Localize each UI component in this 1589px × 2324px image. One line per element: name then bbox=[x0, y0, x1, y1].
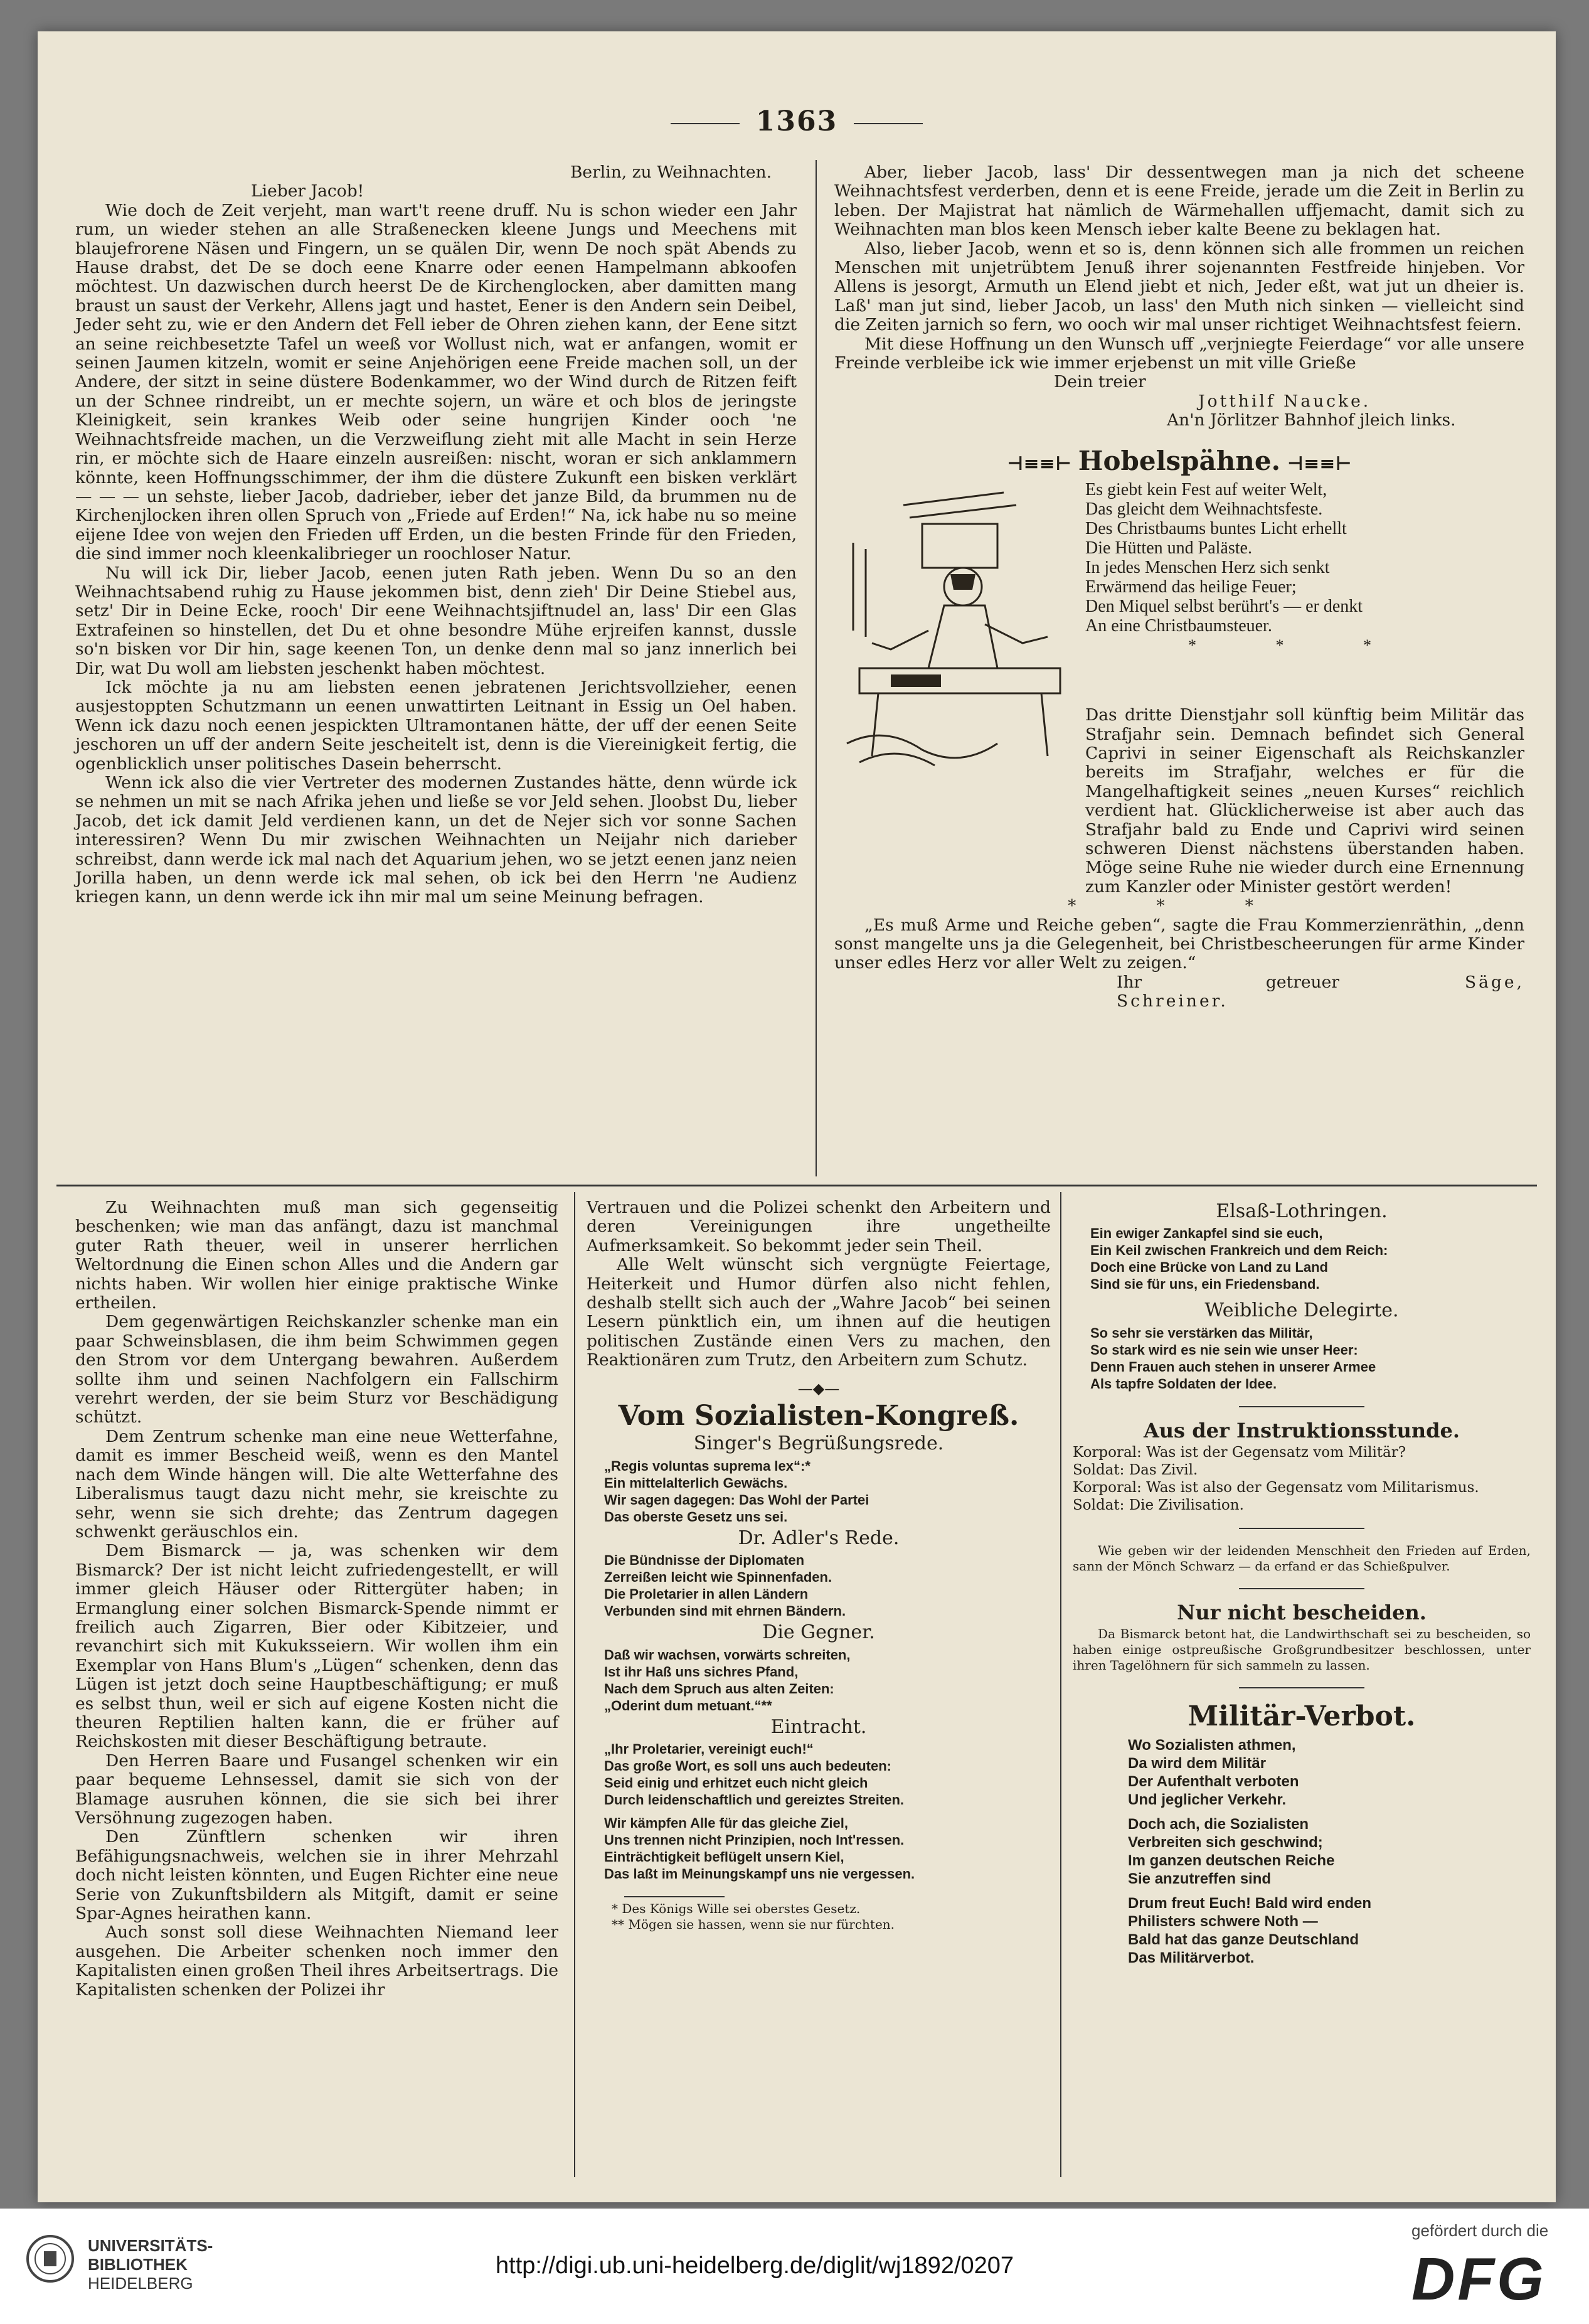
verse-line: Da wird dem Militär bbox=[1128, 1755, 1267, 1772]
verse-line: Und jeglicher Verkehr. bbox=[1128, 1791, 1287, 1809]
col1-paragraph: Den Herren Baare und Fusangel schenken wir ein paar bequeme Lehnsessel, damit sie sich von der Blamage ausruhen können, die sie sich bei ihrer Versöhnung zugezogen haben. bbox=[75, 1751, 558, 1828]
col1-paragraph: Zu Weihnachten muß man sich gegenseitig beschenken; wie man das anfängt, dazu ist manchmal guter Rath theuer, weil in unserer herrlichen Weltordnung die Einen schon Alles und die Andern gar nichts haben. Wir wollen hier einige praktische Winke ertheilen. bbox=[75, 1198, 558, 1313]
footnote: * Des Königs Wille sei oberstes Gesetz. bbox=[612, 1901, 861, 1917]
university-name bbox=[88, 2236, 213, 2293]
uni-line: BIBLIOTHEK bbox=[88, 2255, 188, 2274]
verse-line: Ist ihr Haß uns sichres Pfand, bbox=[604, 1663, 799, 1680]
col1-paragraph: Auch sonst soll diese Weihnachten Niemand leer ausgehen. Die Arbeiter schenken noch immer den Kapitalisten einen großen Theil ihres Arbeitsertrags. Die Kapitalisten schenken der Polizei ihr bbox=[75, 1922, 558, 2000]
verse-line: Doch eine Brücke von Land zu Land bbox=[1090, 1259, 1328, 1276]
letter-paragraph: Nu will ick Dir, lieber Jacob, eenen juten Rath jeben. Wenn Du so an den Weihnachtsabend ruhig zu Hause jekommen bist, denn zieh' Dir Deine Stiebel aus, setz' Dir in Deine Ecke, rooch' Dir eene Weihnachtsjiftnudel an, lass' Dir een Glas Extrafeinen so hinstellen, det Du et ohne besondre Mühe erjreifen kannst, dussle so'n bisken vor Dir hin, sage keenen Ton, un denke denn mal so janz innerlich bei Dir, wat Du woll am liebsten jeschenkt haben möchtest. bbox=[75, 563, 797, 678]
bottom-column-2 bbox=[587, 1198, 1051, 1932]
verse-line: Denn Frauen auch stehen in unserer Armee bbox=[1090, 1358, 1376, 1375]
poem-line: Erwärmend das heilige Feuer; bbox=[1085, 577, 1297, 597]
letter-salutation: Lieber Jacob! bbox=[251, 181, 364, 201]
page-number-text: 1363 bbox=[755, 105, 838, 137]
verse-line: Seid einig und erhitzet euch nicht gleich bbox=[604, 1775, 868, 1791]
verse-line: So stark wird es nie sein wie unser Heer: bbox=[1090, 1341, 1358, 1358]
verse-line: Wir kämpfen Alle für das gleiche Ziel, bbox=[604, 1815, 848, 1831]
poem-line: Das gleicht dem Weihnachtsfeste. bbox=[1085, 499, 1323, 520]
verse-line: Das laßt im Meinungskampf uns nie vergessen. bbox=[604, 1866, 915, 1882]
kongress-verse bbox=[587, 1646, 1051, 1714]
col1-paragraph: Dem Bismarck — ja, was schenken wir dem Bismarck? Der ist nicht leicht zufriedengestellt, er will immer gleich Häuser oder Rittergüter haben; in Ermanglung einer solchen Bismarck-Spende nimmt er freilich auch Zigarren, Bier oder Kibitzeier, und revanchirt sich mit Kukuksseiern. Wir wollen ihm ein Exemplar von Hans Blum's „Lügen“ schenken, denn das Lügen ist jetzt doch seine Hauptbeschäftigung; er muß es selbst thun, weil er sich auf eigene Kosten nicht die theuren Reptilien halten kann, die er früher auf Reichskosten mit dieser Beschäftigung betraute. bbox=[75, 1541, 558, 1752]
letter-signature: Jotthilf Naucke. bbox=[1198, 391, 1371, 411]
hobel-poem bbox=[1085, 480, 1512, 655]
verse-line: „Regis voluntas suprema lex“:* bbox=[604, 1458, 810, 1474]
verse-line: Das große Wort, es soll uns auch bedeuten: bbox=[604, 1758, 892, 1774]
verse-line: Im ganzen deutschen Reiche bbox=[1128, 1852, 1335, 1870]
column-rule bbox=[1060, 1192, 1061, 2177]
verse-line: Der Aufenthalt verboten bbox=[1128, 1773, 1299, 1791]
column-rule bbox=[816, 160, 817, 1176]
uni-line: UNIVERSITÄTS- bbox=[88, 2236, 213, 2255]
hobel-para1: Das dritte Dienstjahr soll künftig beim Militär das Strafjahr sein. Demnach befindet sich General Caprivi in seiner Eigenschaft als Reichskanzler bereits im Strafjahr, welches er für die Mangelhaftigkeit seines „neuen Kurses“ reichlich verdient hat. Glücklicherweise ist aber auch das Strafjahr bald zu Ende und Caprivi wird seinen schweren Dienst nächstens überstanden haben. Möge seine Ruhe nie wieder durch eine Ernennung zum Kanzler oder Minister gestört werden! bbox=[1085, 705, 1524, 897]
kongress-verse bbox=[587, 1740, 1051, 1882]
seal-svg bbox=[25, 2227, 75, 2296]
poem-line: In jedes Menschen Herz sich senkt bbox=[1085, 558, 1330, 578]
verse-line: Bald hat das ganze Deutschland bbox=[1128, 1931, 1359, 1949]
col1-paragraph: Dem Zentrum schenke man eine neue Wetterfahne, damit es immer Bescheid weiß, wenn es den Mantel nach dem Winde hängen will. Die alte Wetterfahne des Liberalismus taugt dazu nicht mehr, sie kreischte zu sehr, wenn sie sich drehte; das Zentrum dagegen schwenkt geräuschlos ein. bbox=[75, 1426, 558, 1542]
verse-line: Nach dem Spruch aus alten Zeiten: bbox=[604, 1680, 834, 1697]
verse-line: „Ihr Proletarier, vereinigt euch!“ bbox=[604, 1741, 814, 1757]
hobel-signature: Säge, Schreiner. bbox=[1117, 972, 1524, 1011]
verse-line: Die Bündnisse der Diplomaten bbox=[604, 1552, 805, 1569]
dfg-logo: DFG bbox=[1411, 2246, 1546, 2313]
col3-heading: Elsaß-Lothringen. bbox=[1216, 1200, 1388, 1222]
col1-paragraph: Den Zünftlern schenken wir ihren Befähigungsnachweis, welchen sie in ihrer Mehrzahl doch nicht leisten könnten, und Eugen Richter eine neue Serie von Zukunftsbildern als Mitgift, damit er seine Spar-Agnes heirathen kann. bbox=[75, 1827, 558, 1924]
hobel-para2: „Es muß Arme und Reiche geben“, sagte die Frau Kommerzienräthin, „denn sonst mangelte uns ja die Gelegenheit, bei Christbescheerungen für arme Kinder unser edles Herz vor aller Welt zu zeigen.“ bbox=[834, 915, 1524, 973]
letter-place-date: Berlin, zu Weihnachten. bbox=[570, 163, 772, 182]
dialog-line: Korporal: Was ist der Gegensatz vom Militär? bbox=[1073, 1444, 1406, 1461]
col3-verse bbox=[1073, 1325, 1531, 1392]
col3-verse bbox=[1073, 1736, 1531, 1967]
letter-paragraph: Wie doch de Zeit verjeht, man wart't reene druff. Nu is schon wieder een Jahr rum, un wieder stehen an alle Straßenecken kleene Jungs und Meechens mit blaujefrorene Näsen und Fingern, un se quälen Dir, wenn De noch spät Abends zu Hause drabst, det De se doch eene Knarre oder eenen Hampelmann abkoofen möchtest. Un dazwischen durch heerst De de Kirchenglocken, aber damitten mang braust un saust der Verkehr, Allens jagt und hastet, Eener is den Andern sein Deibel, Jeder seht zu, wie er den Andern det Fell ieber de Ohren ziehen kann, der Eene sitzt an seine reichbesetzte Tafel un weeß vor Wollust nich, wat er anfangen, womit er seinen Jaumen kitzeln, womit er seine Anjehörigen eene Freide machen soll, un der Andere, der sitzt in seine düstere Bodenkammer, wo der Wind durch de Ritzen feift un der Schnee rindreibt, un er mechte sojern, un wäre et och blos de jeringste Kleinigkeit, sein krankes Weib oder seine hungrijen Kinder ooch 'ne Weihnachtsfreide machen, un die Verzweiflung zieht mit alle Macht in sein Herze rin, er möchte sich de Haare einzeln ausreißen: nischt, woran er sich anklammern könnte, keen Hoffnungsschimmer, der ihm die düstere Zukunft een bisken verklärt — — — un sehste, lieber Jacob, dadrieber, ieber det janze Bild, da brummen nu de Kirchenjlocken ihren ollen Spruch von „Friede auf Erden!“ Na, ick habe nu so meine eijene Idee von wejen den Frieden uff Erden, un die besten Frinde für den Frieden, die sind immer noch kleenkalibrieger un roochloser Natur. bbox=[75, 200, 797, 564]
bottom-column-1 bbox=[75, 1198, 558, 2000]
col3-paragraph: Da Bismarck betont hat, die Landwirthschaft sei zu bescheiden, so haben einige ostpreußische Großgrundbesitzer beschlossen, unter ihren Tagelöhnern für sich sammeln zu lassen. bbox=[1073, 1626, 1531, 1673]
letter-paragraph: Ick möchte ja nu am liebsten eenen jebratenen Jerichtsvollzieher, eenen ausjestoppten Schutzmann un eenen unwattirten Leitnant in Essig un Oel haben. Wenn ick dazu noch eenen jespickten Ultramontanen hätte, der uff der eenen Seite jeschoren un uff der andern Seite jescheitelt ist, denn is die Viereinigkeit fertig, die ogenblicklich unser politisches Dasein beherrscht. bbox=[75, 677, 797, 774]
verse-line: Das Militärverbot. bbox=[1128, 1949, 1255, 1967]
verse-line: Sie anzutreffen sind bbox=[1128, 1870, 1272, 1888]
poem-line: Des Christbaums buntes Licht erhellt bbox=[1085, 519, 1347, 539]
bottom-column-3 bbox=[1073, 1198, 1531, 1967]
kongress-verse bbox=[587, 1552, 1051, 1619]
ornament-left-icon: ⊣≡≡⊢ bbox=[1007, 452, 1078, 475]
uni-line: HEIDELBERG bbox=[88, 2274, 193, 2293]
hobel-title: Hobelspähne. bbox=[1078, 445, 1281, 476]
footnote: ** Mögen sie hassen, wenn sie nur fürchten. bbox=[612, 1917, 895, 1932]
verse-line: Wo Sozialisten athmen, bbox=[1128, 1737, 1296, 1754]
verse-line: Zerreißen leicht wie Spinnenfaden. bbox=[604, 1569, 832, 1586]
col3-paragraph: Wie geben wir der leidenden Menschheit den Frieden auf Erden, sann der Mönch Schwarz — da erfand er das Schießpulver. bbox=[1073, 1543, 1531, 1574]
footer-bar bbox=[0, 2209, 1589, 2324]
verse-line: Das oberste Gesetz uns sei. bbox=[604, 1508, 788, 1525]
col3-dialog bbox=[1073, 1444, 1531, 1514]
letter-paragraph: Wenn ick also die vier Vertreter des modernen Zustandes hätte, denn würde ick se nehmen un mit se nach Afrika jehen und ließe se vor Jeld sehen. Jloobst Du, lieber Jacob, det ick damit Jeld verdienen kann, un det de Nejer sich vor sonne Sachen interessiren? Wenn Du mir zwischen Weihnachten un Neijahr nich darieber schreibst, dann werde ick mal nach det Aquarium jehen, wo se jetzt eenen janz neien Jorilla haben, un denn werde ick mal sehen, ob ick bei den Herrn 'ne Audienz kriegen kann, un denn werde ick ihn mir mal um seine Meinung befragen. bbox=[75, 773, 797, 907]
letter-paragraph: Also, lieber Jacob, wenn et so is, denn können sich alle frommen un reichen Menschen mit unjetrübtem Jenuß ihrer sojenannten Festfreide hinjeben. Vor Allens is jesorgt, Armuth un Elend jiebt et nich, Jeder eßt, wat jut un dheier is. Laß' man jut sind, lieber Jacob, un lass' den Muth nich sinken — vielleicht sind die Zeiten jarnich so fern, wo ooch wir mal unser richtiget Weihnachtsfest feiern. bbox=[834, 238, 1524, 335]
verse-line: Als tapfre Soldaten der Idee. bbox=[1090, 1375, 1277, 1392]
verse-line: Durch leidenschaftlich und gereiztes Streiten. bbox=[604, 1792, 904, 1808]
verse-line: „Oderint dum metuant.“** bbox=[604, 1697, 772, 1714]
separator-stars: * * * bbox=[1068, 897, 1291, 916]
kongress-subhead: Dr. Adler's Rede. bbox=[738, 1527, 900, 1549]
verse-line: Wir sagen dagegen: Das Wohl der Partei bbox=[604, 1491, 869, 1508]
verse-line: Einträchtigkeit beflügelt unsern Kiel, bbox=[604, 1849, 844, 1865]
verse-line: Doch ach, die Sozialisten bbox=[1128, 1816, 1309, 1833]
verse-line: Ein mittelalterlich Gewächs. bbox=[604, 1474, 788, 1491]
verse-line: Ein ewiger Zankapfel sind sie euch, bbox=[1090, 1225, 1323, 1242]
separator-stars: * * * bbox=[1188, 636, 1409, 655]
verse-line: Daß wir wachsen, vorwärts schreiten, bbox=[604, 1646, 851, 1663]
ornament-right-icon: ⊣≡≡⊢ bbox=[1280, 452, 1352, 475]
poem-line: Den Miquel selbst berührt's — er denkt bbox=[1085, 597, 1363, 617]
hobel-poem-block bbox=[834, 480, 1524, 781]
verse-line: Uns trennen nicht Prinzipien, noch Int'ressen. bbox=[604, 1832, 905, 1848]
hobel-closing-text: Ihr getreuer bbox=[1117, 972, 1339, 992]
funded-by-text: gefördert durch die bbox=[1411, 2221, 1549, 2240]
verse-line: Drum freut Euch! Bald wird enden bbox=[1128, 1895, 1372, 1912]
col2-paragraph: Alle Welt wünscht sich vergnügte Feiertage, Heiterkeit und Humor dürfen also nicht fehlen, deshalb stellt sich auch der „Wahre Jacob“ bei seinen Lesern pünktlich ein, um ihnen auf die heutigen politischen Zustände einen Vers zu machen, den Reaktionären zum Trutz, den Arbeitern zum Schutz. bbox=[587, 1255, 1051, 1370]
university-seal-icon bbox=[25, 2227, 75, 2296]
letter-right-column bbox=[834, 163, 1524, 1011]
kongress-subhead: Die Gegner. bbox=[762, 1621, 875, 1644]
letter-paragraph: Mit diese Hoffnung un den Wunsch uff „verjniegte Feierdage“ vor alle unsere Freinde verbleibe ick wie immer erjebenst un mit ville Grieße bbox=[834, 334, 1524, 373]
dialog-line: Korporal: Was ist also der Gegensatz vom Militarismus. bbox=[1073, 1479, 1479, 1496]
poem-line: An eine Christbaumsteuer. bbox=[1085, 616, 1272, 636]
letter-closing: Dein treier bbox=[1054, 372, 1146, 392]
verse-line: So sehr sie verstärken das Militär, bbox=[1090, 1325, 1313, 1341]
verse-line: Verbreiten sich geschwind; bbox=[1128, 1834, 1323, 1852]
ornament-divider-icon: —◆— bbox=[797, 1379, 840, 1397]
letter-address: An'n Jörlitzer Bahnhof jleich links. bbox=[1167, 410, 1456, 430]
hobel-closing bbox=[834, 973, 1524, 1011]
source-url-link[interactable]: http://digi.ub.uni-heidelberg.de/diglit/wj1892/0207 bbox=[496, 2252, 1014, 2279]
poem-line: Die Hütten und Paläste. bbox=[1085, 538, 1252, 558]
col1-paragraph: Dem gegenwärtigen Reichskanzler schenke man ein paar Schweinsblasen, die ihm beim Schwimmen gegen den Strom vor dem Untergang bewahren. Außerdem sollte ihm und seinen Nachfolgern ein Fallschirm verehrt werden, der sie beim Sturz vor Beschädigung schützt. bbox=[75, 1312, 558, 1427]
col2-paragraph: Vertrauen und die Polizei schenkt den Arbeitern und deren Vereinigungen ihre ungetheilte Aufmerksamkeit. So bekommt jeder sein Theil. bbox=[587, 1198, 1051, 1255]
verse-line: Sind sie für uns, ein Friedensband. bbox=[1090, 1276, 1320, 1293]
col3-heading: Nur nicht bescheiden. bbox=[1177, 1601, 1427, 1625]
kongress-verse bbox=[587, 1458, 1051, 1525]
verse-line: Die Proletarier in allen Ländern bbox=[604, 1586, 809, 1602]
column-rule bbox=[574, 1192, 575, 2177]
poem-line: Es giebt kein Fest auf weiter Welt, bbox=[1085, 480, 1327, 500]
letter-paragraph: Aber, lieber Jacob, lass' Dir dessentwegen man ja nich det scheene Weihnachtsfest verderben, denn et is eene Freide, jerade um die Zeit in Berlin zu leben. Der Majistrat hat nämlich de Wärmehallen uffjemacht, damit sich zu Weihnachten man blos keen Mensch ieber kalte Beene zu beklagen hat. bbox=[834, 163, 1524, 240]
page-number bbox=[38, 105, 1556, 137]
verse-line: Verbunden sind mit ehrnen Bändern. bbox=[604, 1603, 846, 1619]
kongress-title: Vom Sozialisten-Kongreß. bbox=[618, 1400, 1019, 1432]
hobel-heading bbox=[834, 445, 1524, 476]
col3-verse bbox=[1073, 1225, 1531, 1293]
letter-left-column bbox=[75, 163, 797, 907]
kongress-subhead: Eintracht. bbox=[770, 1715, 867, 1738]
col3-heading: Aus der Instruktionsstunde. bbox=[1143, 1418, 1460, 1442]
col3-title: Militär-Verbot. bbox=[1188, 1700, 1416, 1732]
verse-line: Ein Keil zwischen Frankreich und dem Reich: bbox=[1090, 1242, 1388, 1259]
newspaper-page bbox=[38, 31, 1556, 2202]
kongress-subhead: Singer's Begrüßungsrede. bbox=[693, 1432, 944, 1455]
dialog-line: Soldat: Das Zivil. bbox=[1073, 1462, 1198, 1479]
dialog-line: Soldat: Die Zivilisation. bbox=[1073, 1497, 1244, 1514]
section-rule bbox=[56, 1185, 1537, 1186]
verse-line: Philisters schwere Noth — bbox=[1128, 1913, 1318, 1931]
carpenter-illustration bbox=[834, 480, 1073, 775]
col3-heading: Weibliche Delegirte. bbox=[1204, 1299, 1399, 1322]
